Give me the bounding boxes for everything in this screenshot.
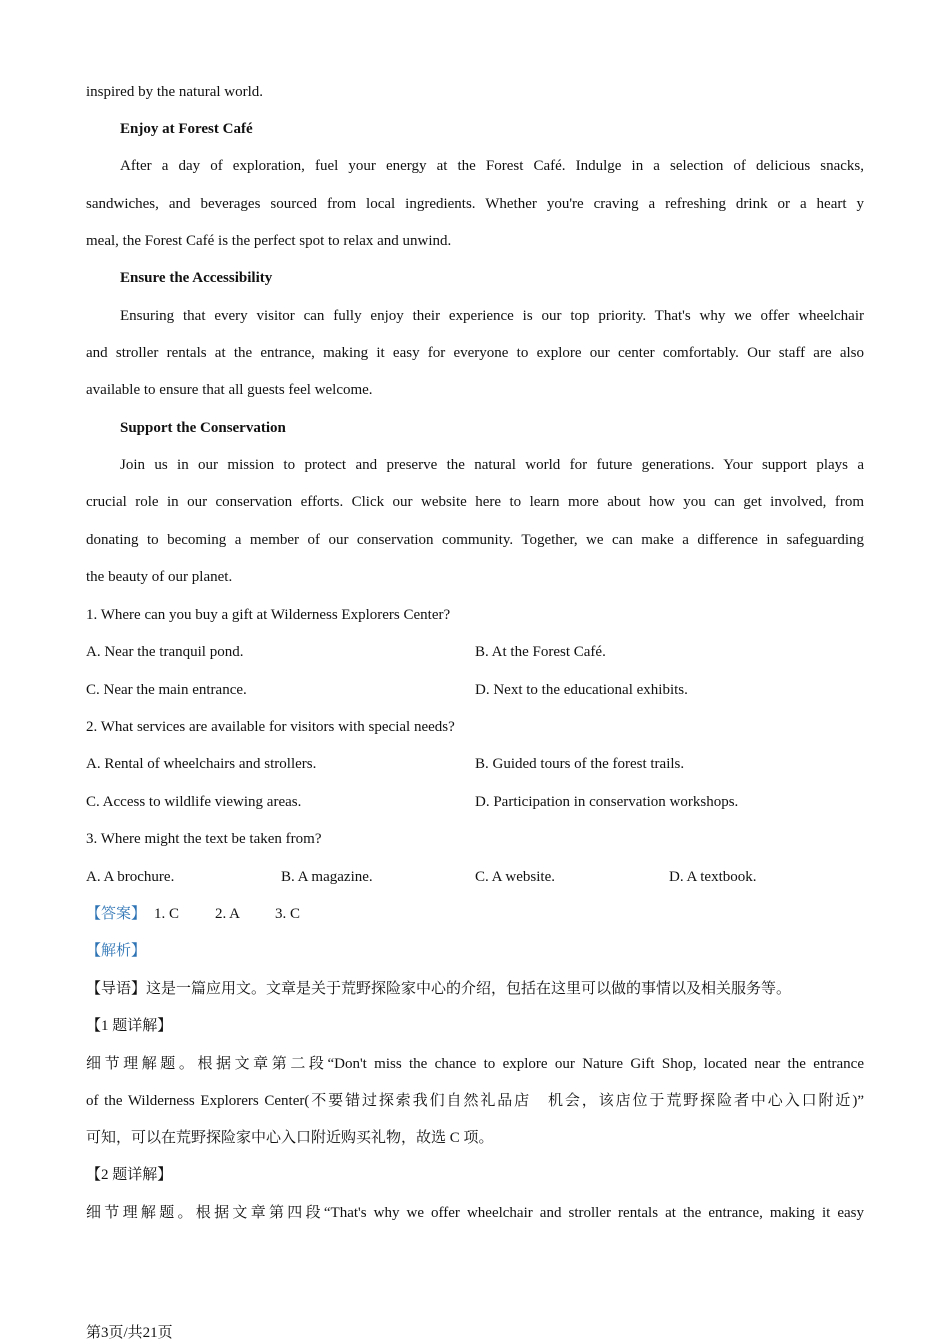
question-1-option-a: A. Near the tranquil pond. — [86, 644, 244, 660]
cafe-paragraph-line: sandwiches, and beverages sourced from local ingredients. Whether you're craving a refreshing drink or a heart y — [86, 196, 864, 212]
question-3-option-b: B. A magazine. — [281, 869, 373, 885]
accessibility-paragraph-line: available to ensure that all guests feel welcome. — [86, 382, 373, 398]
conservation-paragraph-line: Join us in our mission to protect and preserve the natural world for future generations. Your support plays a — [120, 457, 864, 473]
question-1-detail-line: 可知，可以在荒野探险家中心入口附近购买礼物，故选 C 项。 — [86, 1130, 494, 1146]
question-3-stem: 3. Where might the text be taken from? — [86, 831, 322, 847]
answer-3: 3. C — [275, 906, 301, 922]
question-1-detail-line: 细节理解题。根据文章第二段“Don't miss the chance to explore our Nature Gift Shop, located near the entrance — [86, 1056, 864, 1072]
question-2-detail-line: 细节理解题。根据文章第四段“That's why we offer wheelchair and stroller rentals at the entrance, making it easy — [86, 1205, 864, 1221]
question-2-stem: 2. What services are available for visitors with special needs? — [86, 719, 455, 735]
answer-1: 1. C — [154, 906, 180, 922]
question-2-option-b: B. Guided tours of the forest trails. — [475, 756, 685, 772]
cafe-paragraph-line: meal, the Forest Café is the perfect spot to relax and unwind. — [86, 233, 452, 249]
answer-2: 2. A — [215, 906, 241, 922]
question-3-option-c: C. A website. — [475, 869, 556, 885]
cafe-paragraph-line: After a day of exploration, fuel your energy at the Forest Café. Indulge in a selection of delicious snacks, — [120, 158, 864, 174]
question-2-option-a: A. Rental of wheelchairs and strollers. — [86, 756, 317, 772]
conservation-paragraph-line: crucial role in our conservation efforts. Click our website here to learn more about how you can get involved, from — [86, 494, 864, 510]
section-heading-conservation: Support the Conservation — [120, 420, 286, 436]
answer-label: 【答案】 — [86, 906, 147, 922]
conservation-paragraph-line: donating to becoming a member of our conservation community. Together, we can make a difference in safeguarding — [86, 532, 864, 548]
accessibility-paragraph-line: and stroller rentals at the entrance, making it easy for everyone to explore our center comfortably. Our staff are also — [86, 345, 864, 361]
analysis-label: 【解析】 — [86, 943, 147, 959]
question-1-detail-label: 【1 题详解】 — [86, 1018, 173, 1034]
question-2-option-d: D. Participation in conservation workshops. — [475, 794, 739, 810]
question-3-option-d: D. A textbook. — [669, 869, 757, 885]
question-1-option-d: D. Next to the educational exhibits. — [475, 682, 688, 698]
question-1-option-b: B. At the Forest Café. — [475, 644, 606, 660]
question-1-detail-line: of the Wilderness Explorers Center(不要错过探索我们自然礼品店 机会，该店位于荒野探险者中心入口附近)” — [86, 1093, 864, 1109]
question-2-detail-label: 【2 题详解】 — [86, 1167, 173, 1183]
section-heading-cafe: Enjoy at Forest Café — [120, 121, 253, 137]
page-number: 第3页/共21页 — [86, 1325, 173, 1341]
section-heading-accessibility: Ensure the Accessibility — [120, 270, 273, 286]
question-2-option-c: C. Access to wildlife viewing areas. — [86, 794, 302, 810]
conservation-paragraph-line: the beauty of our planet. — [86, 569, 233, 585]
analysis-guide: 【导语】这是一篇应用文。文章是关于荒野探险家中心的介绍，包括在这里可以做的事情以及相关服务等。 — [86, 981, 792, 997]
question-3-option-a: A. A brochure. — [86, 869, 175, 885]
passage-intro-line: inspired by the natural world. — [86, 84, 264, 100]
question-1-option-c: C. Near the main entrance. — [86, 682, 247, 698]
question-1-stem: 1. Where can you buy a gift at Wilderness Explorers Center? — [86, 607, 451, 623]
accessibility-paragraph-line: Ensuring that every visitor can fully enjoy their experience is our top priority. That's why we offer wheelchair — [120, 308, 864, 324]
